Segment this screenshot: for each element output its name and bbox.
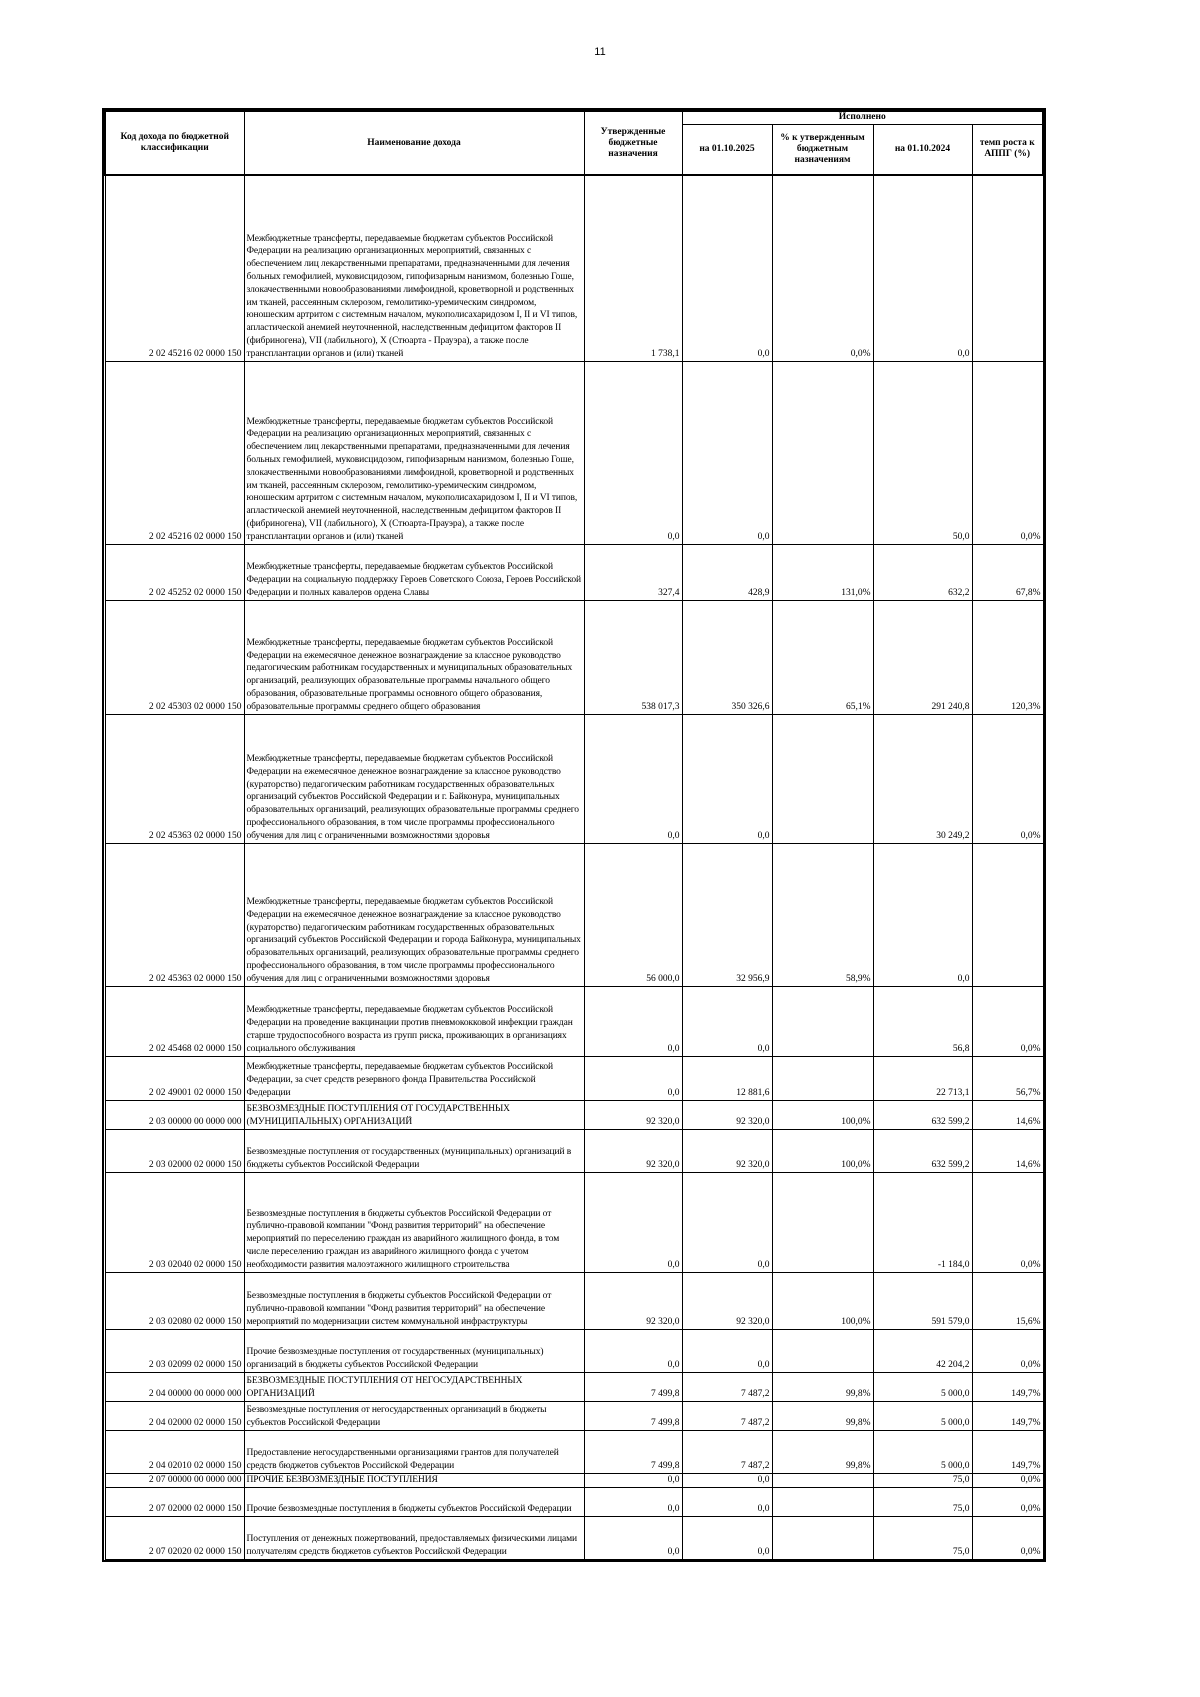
growth-rate-cell: 120,3% [972,600,1043,714]
executed-2025-cell: 0,0 [682,1516,772,1559]
growth-rate-cell: 0,0% [972,361,1043,544]
executed-2024-cell: 30 249,2 [873,714,972,843]
pct-of-approved-cell [772,1172,873,1272]
growth-rate-cell: 0,0% [972,1473,1043,1487]
executed-2024-cell: 0,0 [873,175,972,361]
growth-rate-cell: 0,0% [972,1329,1043,1372]
pct-of-approved-cell: 58,9% [772,843,873,986]
income-code-cell: 2 02 45303 02 0000 150 [105,600,244,714]
revenue-table [104,110,1044,1560]
pct-of-approved-cell [772,1487,873,1516]
approved-amount-cell: 0,0 [584,1172,682,1272]
executed-2024-cell: 291 240,8 [873,600,972,714]
pct-of-approved-cell [772,1516,873,1559]
header-growth: темп роста к АППГ (%) [972,124,1043,175]
income-code-cell: 2 03 02040 02 0000 150 [105,1172,244,1272]
income-code-cell: 2 03 00000 00 0000 000 [105,1100,244,1129]
growth-rate-cell: 0,0% [972,1172,1043,1272]
header-executed-2025: на 01.10.2025 [682,124,772,175]
executed-2024-cell: 632,2 [873,544,972,600]
pct-of-approved-cell: 99,8% [772,1401,873,1430]
table-row [105,1329,1043,1372]
table-row [105,1372,1043,1401]
pct-of-approved-cell [772,1473,873,1487]
income-code-cell: 2 07 02020 02 0000 150 [105,1516,244,1559]
executed-2025-cell: 92 320,0 [682,1272,772,1329]
table-row [105,1129,1043,1172]
executed-2024-cell: 56,8 [873,986,972,1056]
table-row [105,361,1043,544]
executed-2024-cell: 50,0 [873,361,972,544]
growth-rate-cell: 14,6% [972,1100,1043,1129]
executed-2024-cell: 5 000,0 [873,1430,972,1473]
approved-amount-cell: 0,0 [584,714,682,843]
income-name-cell: Межбюджетные трансферты, передаваемые бюджетам субъектов Российской Федерации на проведение вакцинации против пневмококковой инфекции граждан старше трудоспособного возраста из групп риска, проживающих в организациях социального обслуживания [244,986,584,1056]
executed-2025-cell: 350 326,6 [682,600,772,714]
income-code-cell: 2 02 49001 02 0000 150 [105,1056,244,1100]
executed-2025-cell: 428,9 [682,544,772,600]
executed-2025-cell: 0,0 [682,361,772,544]
table-row [105,1172,1043,1272]
approved-amount-cell: 92 320,0 [584,1100,682,1129]
income-code-cell: 2 02 45216 02 0000 150 [105,361,244,544]
income-name-cell: ПРОЧИЕ БЕЗВОЗМЕЗДНЫЕ ПОСТУПЛЕНИЯ [244,1473,584,1487]
pct-of-approved-cell: 99,8% [772,1430,873,1473]
executed-2025-cell: 0,0 [682,1172,772,1272]
approved-amount-cell: 0,0 [584,1329,682,1372]
growth-rate-cell: 0,0% [972,1516,1043,1559]
pct-of-approved-cell: 99,8% [772,1372,873,1401]
executed-2024-cell: 22 713,1 [873,1056,972,1100]
approved-amount-cell: 327,4 [584,544,682,600]
pct-of-approved-cell: 100,0% [772,1272,873,1329]
income-name-cell: Безвозмездные поступления от государственных (муниципальных) организаций в бюджеты субъектов Российской Федерации [244,1129,584,1172]
table-header [105,111,1043,175]
pct-of-approved-cell [772,361,873,544]
executed-2024-cell: 0,0 [873,843,972,986]
income-name-cell: Межбюджетные трансферты, передаваемые бюджетам субъектов Российской Федерации, за счет средств резервного фонда Правительства Российской Федерации [244,1056,584,1100]
executed-2025-cell: 7 487,2 [682,1430,772,1473]
table-row [105,1430,1043,1473]
page-number: 11 [594,46,606,58]
pct-of-approved-cell [772,1056,873,1100]
executed-2024-cell: 632 599,2 [873,1100,972,1129]
table-row [105,600,1043,714]
pct-of-approved-cell: 0,0% [772,175,873,361]
table-row [105,1056,1043,1100]
income-code-cell: 2 03 02080 02 0000 150 [105,1272,244,1329]
income-code-cell: 2 04 02010 02 0000 150 [105,1430,244,1473]
pct-of-approved-cell: 100,0% [772,1100,873,1129]
income-code-cell: 2 07 02000 02 0000 150 [105,1487,244,1516]
income-code-cell: 2 02 45216 02 0000 150 [105,175,244,361]
growth-rate-cell: 56,7% [972,1056,1043,1100]
executed-2024-cell: 5 000,0 [873,1401,972,1430]
income-name-cell: Предоставление негосударственными организациями грантов для получателей средств бюджетов субъектов Российской Федерации [244,1430,584,1473]
executed-2025-cell: 7 487,2 [682,1372,772,1401]
executed-2024-cell: 75,0 [873,1487,972,1516]
approved-amount-cell: 0,0 [584,986,682,1056]
income-code-cell: 2 03 02000 02 0000 150 [105,1129,244,1172]
approved-amount-cell: 7 499,8 [584,1372,682,1401]
approved-amount-cell: 1 738,1 [584,175,682,361]
table-row [105,175,1043,361]
income-code-cell: 2 07 00000 00 0000 000 [105,1473,244,1487]
growth-rate-cell: 149,7% [972,1372,1043,1401]
executed-2025-cell: 92 320,0 [682,1129,772,1172]
approved-amount-cell: 0,0 [584,1516,682,1559]
table-row [105,1100,1043,1129]
growth-rate-cell: 0,0% [972,1487,1043,1516]
header-code: Код дохода по бюджетной классификации [105,111,244,175]
approved-amount-cell: 0,0 [584,1487,682,1516]
approved-amount-cell: 92 320,0 [584,1272,682,1329]
growth-rate-cell: 0,0% [972,986,1043,1056]
income-name-cell: Безвозмездные поступления от негосударственных организаций в бюджеты субъектов Российской Федерации [244,1401,584,1430]
approved-amount-cell: 7 499,8 [584,1430,682,1473]
income-code-cell: 2 04 02000 02 0000 150 [105,1401,244,1430]
header-executed-group: Исполнено [682,111,1043,124]
executed-2024-cell: 75,0 [873,1516,972,1559]
income-name-cell: Межбюджетные трансферты, передаваемые бюджетам субъектов Российской Федерации на реализацию организационных мероприятий, связанных с обеспечением лиц лекарственными препаратами, предназначенными для лечения больных гемофилией, муковисцидозом, гипофизарным нанизмом, болезнью Гоше, злокачественными новообразованиями лимфоидной, кроветворной и родственных им тканей, рассеянным склерозом, гемолитико-уремическим синдромом, юношеским артритом с системным началом, мукополисахаридозом I, II и VI типов, апластической анемией неуточненной, наследственным дефицитом факторов II (фибриногена), VII (лабильного), X (Стюарта-Прауэра), а также после трансплантации органов и (или) тканей [244,361,584,544]
executed-2025-cell: 32 956,9 [682,843,772,986]
executed-2025-cell: 0,0 [682,986,772,1056]
table-row [105,1516,1043,1559]
growth-rate-cell: 149,7% [972,1430,1043,1473]
executed-2024-cell: -1 184,0 [873,1172,972,1272]
table-row [105,986,1043,1056]
income-name-cell: БЕЗВОЗМЕЗДНЫЕ ПОСТУПЛЕНИЯ ОТ НЕГОСУДАРСТВЕННЫХ ОРГАНИЗАЦИЙ [244,1372,584,1401]
growth-rate-cell: 0,0% [972,714,1043,843]
income-name-cell: Межбюджетные трансферты, передаваемые бюджетам субъектов Российской Федерации на ежемесячное денежное вознаграждение за классное руководство (кураторство) педагогическим работникам государственных образовательных организаций субъектов Российской Федерации и города Байконура, муниципальных образовательных организаций, реализующих образовательные программы среднего профессионального образования, в том числе программы профессионального обучения для лиц с ограниченными возможностями здоровья [244,843,584,986]
table-row [105,1487,1043,1516]
executed-2025-cell: 12 881,6 [682,1056,772,1100]
pct-of-approved-cell: 65,1% [772,600,873,714]
pct-of-approved-cell: 100,0% [772,1129,873,1172]
income-name-cell: Безвозмездные поступления в бюджеты субъектов Российской Федерации от публично-правовой компании "Фонд развития территорий" на обеспечение мероприятий по модернизации систем коммунальной инфраструктуры [244,1272,584,1329]
pct-of-approved-cell [772,714,873,843]
executed-2025-cell: 0,0 [682,1487,772,1516]
growth-rate-cell: 149,7% [972,1401,1043,1430]
table-row [105,843,1043,986]
growth-rate-cell [972,843,1043,986]
executed-2025-cell: 0,0 [682,1329,772,1372]
income-code-cell: 2 02 45363 02 0000 150 [105,843,244,986]
income-name-cell: Прочие безвозмездные поступления от государственных (муниципальных) организаций в бюджеты субъектов Российской Федерации [244,1329,584,1372]
executed-2025-cell: 0,0 [682,175,772,361]
pct-of-approved-cell [772,1329,873,1372]
approved-amount-cell: 92 320,0 [584,1129,682,1172]
approved-amount-cell: 0,0 [584,1473,682,1487]
executed-2025-cell: 92 320,0 [682,1100,772,1129]
executed-2024-cell: 591 579,0 [873,1272,972,1329]
income-name-cell: Межбюджетные трансферты, передаваемые бюджетам субъектов Российской Федерации на социальную поддержку Героев Советского Союза, Героев Российской Федерации и полных кавалеров ордена Славы [244,544,584,600]
income-name-cell: Межбюджетные трансферты, передаваемые бюджетам субъектов Российской Федерации на реализацию организационных мероприятий, связанных с обеспечением лиц лекарственными препаратами, предназначенными для лечения больных гемофилией, муковисцидозом, гипофизарным нанизмом, болезнью Гоше, злокачественными новообразованиями лимфоидной, кроветворной и родственных им тканей, рассеянным склерозом, гемолитико-уремическим синдромом, юношеским артритом с системным началом, мукополисахаридозом I, II и VI типов, апластической анемией неуточненной, наследственным дефицитом факторов II (фибриногена), VII (лабильного), X (Стюарта - Прауэра), а также после трансплантации органов и (или) тканей [244,175,584,361]
income-name-cell: Межбюджетные трансферты, передаваемые бюджетам субъектов Российской Федерации на ежемесячное денежное вознаграждение за классное руководство (кураторство) педагогическим работникам государственных образовательных организаций субъектов Российской Федерации и г. Байконура, муниципальных образовательных организаций, реализующих образовательные программы среднего профессионального образования, в том числе программы профессионального обучения для лиц с ограниченными возможностями здоровья [244,714,584,843]
approved-amount-cell: 0,0 [584,1056,682,1100]
executed-2024-cell: 75,0 [873,1473,972,1487]
executed-2025-cell: 0,0 [682,714,772,843]
table-row [105,544,1043,600]
table-row [105,1401,1043,1430]
table-row [105,1272,1043,1329]
income-code-cell: 2 02 45468 02 0000 150 [105,986,244,1056]
approved-amount-cell: 0,0 [584,361,682,544]
header-name: Наименование дохода [244,111,584,175]
income-name-cell: Безвозмездные поступления в бюджеты субъектов Российской Федерации от публично-правовой компании "Фонд развития территорий" на обеспечение мероприятий по переселению граждан из аварийного жилищного фонда, в том числе переселению граждан из аварийного жилищного фонда с учетом необходимости развития малоэтажного жилищного строительства [244,1172,584,1272]
income-name-cell: БЕЗВОЗМЕЗДНЫЕ ПОСТУПЛЕНИЯ ОТ ГОСУДАРСТВЕННЫХ (МУНИЦИПАЛЬНЫХ) ОРГАНИЗАЦИЙ [244,1100,584,1129]
table-row [105,714,1043,843]
header-executed-2024: на 01.10.2024 [873,124,972,175]
approved-amount-cell: 538 017,3 [584,600,682,714]
income-name-cell: Прочие безвозмездные поступления в бюджеты субъектов Российской Федерации [244,1487,584,1516]
approved-amount-cell: 56 000,0 [584,843,682,986]
income-code-cell: 2 02 45363 02 0000 150 [105,714,244,843]
executed-2025-cell: 0,0 [682,1473,772,1487]
income-code-cell: 2 04 00000 00 0000 000 [105,1372,244,1401]
approved-amount-cell: 7 499,8 [584,1401,682,1430]
header-pct-of-approved: % к утвержденным бюджетным назначениям [772,124,873,175]
growth-rate-cell: 67,8% [972,544,1043,600]
income-name-cell: Межбюджетные трансферты, передаваемые бюджетам субъектов Российской Федерации на ежемесячное денежное вознаграждение за классное руководство педагогическим работникам государственных и муниципальных образовательных организаций, реализующих образовательные программы начального общего образования, образовательные программы основного общего образования, образовательные программы среднего общего образования [244,600,584,714]
income-code-cell: 2 03 02099 02 0000 150 [105,1329,244,1372]
executed-2024-cell: 5 000,0 [873,1372,972,1401]
pct-of-approved-cell: 131,0% [772,544,873,600]
income-name-cell: Поступления от денежных пожертвований, предоставляемых физическими лицами получателям средств бюджетов субъектов Российской Федерации [244,1516,584,1559]
income-code-cell: 2 02 45252 02 0000 150 [105,544,244,600]
table-row [105,1473,1043,1487]
table-body [105,175,1043,1559]
pct-of-approved-cell [772,986,873,1056]
executed-2024-cell: 632 599,2 [873,1129,972,1172]
growth-rate-cell [972,175,1043,361]
header-approved: Утвержденные бюджетные назначения [584,111,682,175]
executed-2025-cell: 7 487,2 [682,1401,772,1430]
growth-rate-cell: 15,6% [972,1272,1043,1329]
growth-rate-cell: 14,6% [972,1129,1043,1172]
executed-2024-cell: 42 204,2 [873,1329,972,1372]
